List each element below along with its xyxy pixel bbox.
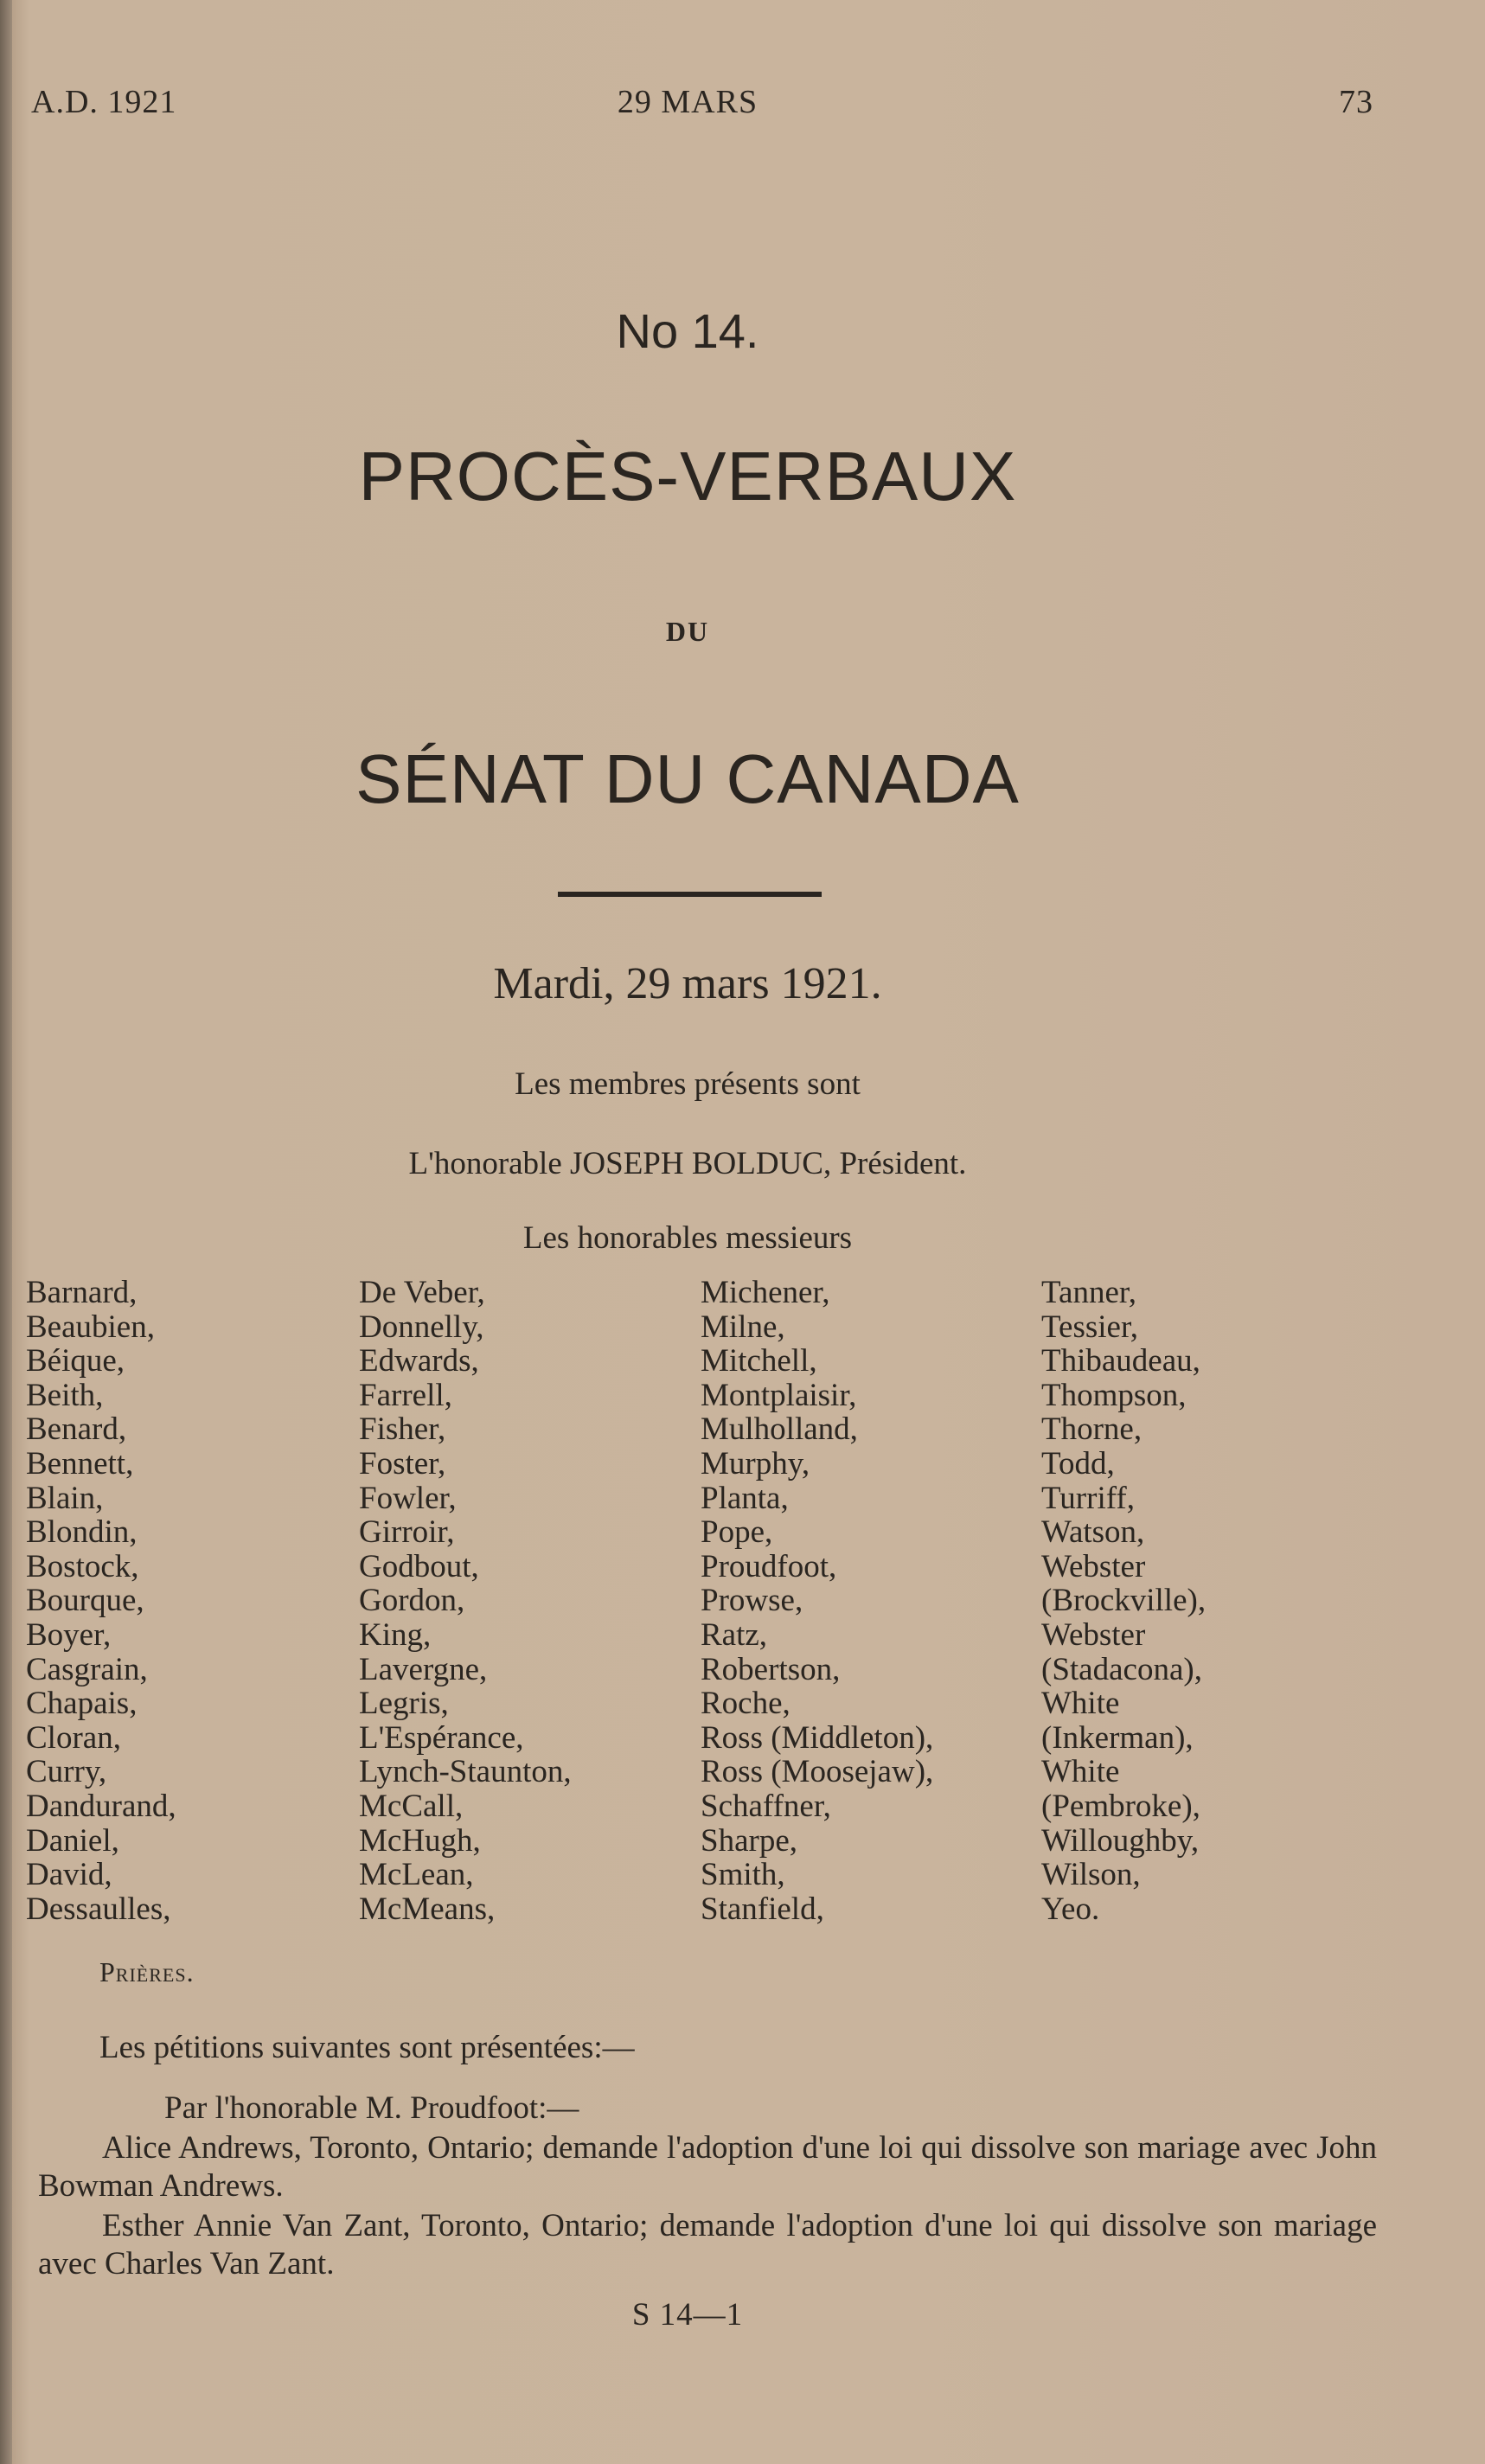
senator-name: Curry, [26, 1754, 107, 1790]
senator-name: Foster, [359, 1445, 446, 1482]
senator-name: Watson, [1041, 1514, 1145, 1551]
senator-name: Bourque, [26, 1583, 144, 1619]
senator-name: Daniel, [26, 1822, 119, 1859]
senator-name: Godbout, [359, 1548, 479, 1584]
senator-name: Planta, [701, 1480, 789, 1516]
senator-name: Todd, [1041, 1445, 1115, 1482]
signature-mark: S 14—1 [631, 2297, 744, 2333]
senator-name: Bennett, [26, 1445, 134, 1482]
senator-name: Webster [1041, 1616, 1146, 1653]
members-intro: Les membres présents sont [515, 1066, 861, 1102]
issue-number: No 14. [616, 304, 759, 358]
header-date: 29 MARS [617, 84, 759, 120]
senator-name: Cloran, [26, 1719, 121, 1756]
title-du: DU [665, 616, 710, 647]
senator-name: Tanner, [1041, 1275, 1136, 1310]
senator-name: Montplaisir, [701, 1377, 857, 1413]
senator-name: (Inkerman), [1041, 1719, 1194, 1756]
senator-name: Chapais, [26, 1686, 138, 1722]
senator-name: Robertson, [701, 1651, 841, 1687]
senator-name: McMeans, [359, 1891, 496, 1927]
senator-name: Thorne, [1041, 1411, 1143, 1448]
senator-name: McCall, [359, 1788, 464, 1824]
senator-name: Girroir, [359, 1514, 455, 1551]
senator-name: Gordon, [359, 1583, 465, 1619]
senator-name: De Veber, [359, 1275, 485, 1310]
senator-name: David, [26, 1857, 112, 1893]
petition-paragraph: Alice Andrews, Toronto, Ontario; demande l'adoption d'une loi qui dissolve son mariage avec John Bowman Andrews. [38, 2130, 1377, 2204]
senator-name: Fisher, [359, 1411, 446, 1448]
senator-name: Dessaulles, [26, 1891, 171, 1927]
senator-name: Lavergne, [359, 1651, 488, 1687]
honorables-intro: Les honorables messieurs [522, 1220, 853, 1256]
senators-column-2 [359, 1276, 572, 1926]
senator-name: Pope, [701, 1514, 773, 1551]
senator-name: White [1041, 1754, 1120, 1790]
senator-name: Farrell, [359, 1377, 452, 1413]
title-proces-verbaux: PROCÈS-VERBAUX [358, 438, 1017, 515]
senator-name: (Brockville), [1041, 1583, 1207, 1619]
senator-name: McLean, [359, 1857, 474, 1893]
senator-name: Stanfield, [701, 1891, 824, 1927]
senator-name: Prowse, [701, 1583, 803, 1619]
senator-name: Legris, [359, 1686, 449, 1722]
senator-name: Ross (Middleton), [701, 1719, 934, 1756]
divider-rule [558, 892, 822, 897]
senators-column-1 [26, 1276, 176, 1926]
senator-name: Beaubien, [26, 1309, 155, 1345]
prayers-heading: Prières. [99, 1956, 195, 1987]
senator-name: Béique, [26, 1343, 125, 1379]
title-senat: SÉNAT DU CANADA [355, 740, 1020, 817]
senator-name: Ratz, [701, 1616, 768, 1653]
senator-name: Roche, [701, 1686, 791, 1722]
senator-name: Willoughby, [1041, 1822, 1200, 1859]
page-number: 73 [1339, 84, 1373, 120]
petitions-intro: Les pétitions suivantes sont présentées:— [99, 2030, 635, 2065]
senator-name: Barnard, [26, 1275, 138, 1310]
senator-name: Beith, [26, 1377, 104, 1413]
senator-name: Casgrain, [26, 1651, 148, 1687]
senator-name: Proudfoot, [701, 1548, 837, 1584]
senator-name: Webster [1041, 1548, 1146, 1584]
senator-name: Tessier, [1041, 1309, 1139, 1345]
sitting-date: Mardi, 29 mars 1921. [493, 959, 882, 1008]
senator-name: (Stadacona), [1041, 1651, 1202, 1687]
senator-name: Lynch-Staunton, [359, 1754, 572, 1790]
senator-name: Ross (Moosejaw), [701, 1754, 934, 1790]
senator-name: Wilson, [1041, 1857, 1141, 1893]
senator-name: McHugh, [359, 1822, 481, 1859]
senator-name: (Pembroke), [1041, 1788, 1200, 1824]
header-year: A.D. 1921 [31, 84, 177, 120]
senator-name: Dandurand, [26, 1788, 176, 1824]
senator-name: Thompson, [1041, 1377, 1187, 1413]
senator-name: White [1041, 1686, 1120, 1722]
senator-name: Smith, [701, 1857, 785, 1893]
senators-column-4 [1041, 1276, 1206, 1926]
senator-name: Boyer, [26, 1616, 112, 1653]
senator-name: Blain, [26, 1480, 104, 1516]
senator-name: King, [359, 1616, 432, 1653]
senator-name: Turriff, [1041, 1480, 1135, 1516]
senator-name: Bostock, [26, 1548, 139, 1584]
senator-name: Benard, [26, 1411, 127, 1448]
senator-name: Murphy, [701, 1445, 810, 1482]
senator-name: Edwards, [359, 1343, 479, 1379]
senator-name: Fowler, [359, 1480, 457, 1516]
senator-name: Sharpe, [701, 1822, 797, 1859]
senator-name: Donnelly, [359, 1309, 484, 1345]
senator-name: Milne, [701, 1309, 785, 1345]
senator-name: Thibaudeau, [1041, 1343, 1200, 1379]
petition-paragraph: Esther Annie Van Zant, Toronto, Ontario; demande l'adoption d'une loi qui dissolve son mariage avec Charles Van Zant. [38, 2208, 1377, 2282]
senator-name: Mitchell, [701, 1343, 817, 1379]
senator-name: Michener, [701, 1275, 830, 1310]
senator-name: L'Espérance, [359, 1719, 524, 1756]
senator-name: Mulholland, [701, 1411, 858, 1448]
presenter-line: Par l'honorable M. Proudfoot:— [164, 2090, 579, 2126]
senator-name: Schaffner, [701, 1788, 831, 1824]
senator-name: Yeo. [1041, 1891, 1100, 1927]
president-line: L'honorable JOSEPH BOLDUC, Président. [408, 1146, 967, 1181]
senator-name: Blondin, [26, 1514, 138, 1551]
senators-column-3 [701, 1276, 933, 1926]
